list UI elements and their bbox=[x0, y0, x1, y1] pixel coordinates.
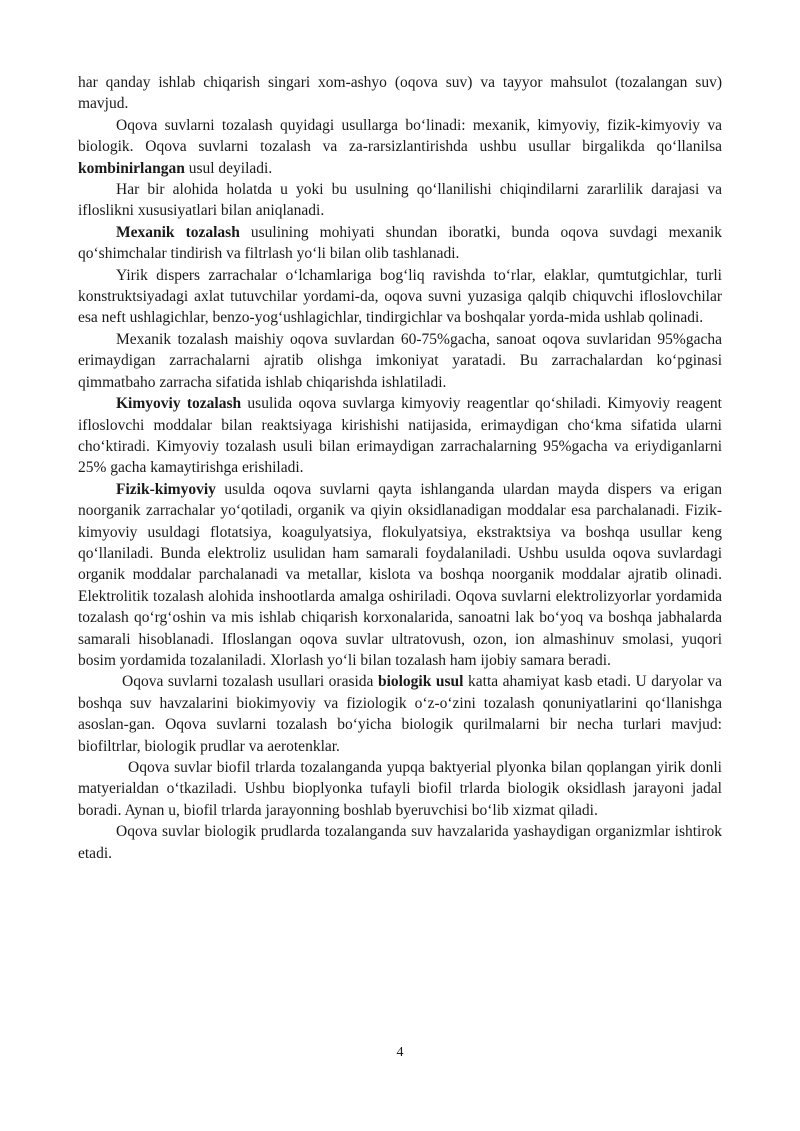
paragraph-text: Yirik dispers zarrachalar o‘lchamlariga bog‘liq ravishda to‘rlar, elaklar, qumtutgichlar, turli konstruktsiyadagi axlat tutuvchilar yordami-da, oqova suvni yuzasiga qalqib chiquvchi ifloslovchilar esa neft ushlagichlar, benzo-yog‘ushlagichlar, tindirgichlar va boshqalar yorda-mida ushlab qolinadi. bbox=[78, 266, 722, 327]
paragraph-text: Oqova suvlarni tozalash usullari orasida bbox=[122, 673, 378, 691]
bold-term-mexanik-tozalash: Mexanik tozalash bbox=[116, 223, 240, 241]
paragraph-text: usulining mohiyati shundan iboratki, bunda oqova suvdagi mexanik qo‘shimchalar tindirish va filtrlash yo‘li bilan olib tashlanadi. bbox=[78, 223, 722, 263]
paragraph-1 bbox=[78, 72, 722, 115]
paragraph-8 bbox=[78, 479, 722, 672]
paragraph-text: katta ahamiyat kasb etadi. U daryolar va boshqa suv havzalarini biokimyoviy va fiziologik o‘z-o‘zini tozalash qonuniyatlarini qo‘llanishga asoslan-gan. Oqova suvlarni tozalash bo‘yicha biologik qurilmalarni bir necha turlari mavjud: biofiltrlar, biologik prudlar va aerotenklar. bbox=[78, 673, 722, 755]
bold-term-kombinirlangan: kombinirlangan bbox=[78, 159, 185, 177]
paragraph-10 bbox=[78, 757, 722, 821]
paragraph-text: usul deyiladi. bbox=[184, 159, 273, 177]
paragraph-3 bbox=[78, 179, 722, 222]
paragraph-text: Oqova suvlarni tozalash quyidagi usullarga bo‘linadi: mexanik, kimyoviy, fizik-kimyoviy va biologik. Oqova suvlarni tozalash va za-rarsizlantirishda ushbu usullar birgalikda qo‘llanilsa bbox=[78, 116, 722, 156]
bold-term-fizik-kimyoviy: Fizik-kimyoviy bbox=[116, 480, 216, 498]
paragraph-text: Har bir alohida holatda u yoki bu usulning qo‘llanilishi chiqindilarni zararlilik darajasi va ifloslikni xususiyatlari bilan aniqlanadi. bbox=[78, 181, 722, 220]
paragraph-text: har qanday ishlab chiqarish singari xom-ashyo (oqova suv) va tayyor mahsulot (tozalangan suv) mavjud. bbox=[78, 74, 722, 113]
paragraph-7 bbox=[78, 393, 722, 479]
page-number: 4 bbox=[396, 1045, 404, 1060]
paragraph-5 bbox=[78, 265, 722, 329]
bold-term-kimyoviy-tozalash: Kimyoviy tozalash bbox=[116, 395, 242, 413]
paragraph-text: Oqova suvlar biologik prudlarda tozalanganda suv havzalarida yashaydigan organizmlar ishtirok etadi. bbox=[78, 823, 722, 862]
paragraph-text: usulida oqova suvlarga kimyoviy reagentlar qo‘shiladi. Kimyoviy reagent ifloslovchi moddalar bilan reaktsiyaga kirishishi natijasida, erimaydigan cho‘kma sifatida ularni cho‘ktiradi. Kimyoviy tozalash usuli bilan erimaydigan zarrachalarning 95%gacha va eriydiganlarni 25% gacha kamaytirishga erishiladi. bbox=[78, 395, 722, 477]
paragraph-4 bbox=[78, 222, 722, 265]
paragraph-11 bbox=[78, 821, 722, 864]
paragraph-text: usulda oqova suvlarni qayta ishlanganda ulardan mayda dispers va erigan noorganik zarrachalar yo‘qotiladi, organik va qiyin oksidlanadigan moddalar esa parchalanadi. Fizik-kimyoviy usuldagi flotatsiya, koagulyatsiya, flokulyatsiya, ekstraktsiya va boshqa usullar keng qo‘llaniladi. Bunda elektroliz usulidan ham samarali foydalaniladi. Ushbu usulda oqova suvlardagi organik moddalar parchalanadi va metallar, kislota va boshqa noorganik moddalar ajratib olinadi. Elektrolitik tozalash alohida inshootlarda amalga oshiriladi. Oqova suvlarni elektrolizyorlar yordamida tozalash qo‘rg‘oshin va mis ishlab chiqarish korxonalarida, sanoatni lak bo‘yoq va boshqa jabhalarda samarali hisoblanadi. Ifloslangan oqova suvlar ultratovush, ozon, ion almashinuv smolasi, yuqori bosim yordamida tozalaniladi. Xlorlash yo‘li bilan tozalash ham ijobiy samara beradi. bbox=[78, 480, 722, 669]
bold-term-biologik-usul: biologik usul bbox=[377, 673, 464, 691]
document-page bbox=[78, 72, 722, 864]
paragraph-text: Oqova suvlar biofil trlarda tozalanganda yupqa baktyerial plyonka bilan qoplangan yirik donli matyerialdan o‘tkaziladi. Ushbu bioplyonka tufayli biofil trlarda biologik oksidlash jarayoni jadal boradi. Aynan u, biofil trlarda jarayonning boshlab byeruvchisi bo‘lib xizmat qiladi. bbox=[78, 759, 722, 819]
paragraph-2 bbox=[78, 115, 722, 179]
paragraph-6 bbox=[78, 329, 722, 393]
paragraph-text: Mexanik tozalash maishiy oqova suvlardan 60-75%gacha, sanoat oqova suvlaridan 95%gacha erimaydigan zarrachalarni ajratib olishga imkoniyat yaratadi. Bu zarrachalardan ko‘pginasi qimmatbaho zarracha sifatida ishlab chiqarishda ishlatiladi. bbox=[78, 330, 722, 391]
paragraph-9 bbox=[78, 671, 722, 757]
